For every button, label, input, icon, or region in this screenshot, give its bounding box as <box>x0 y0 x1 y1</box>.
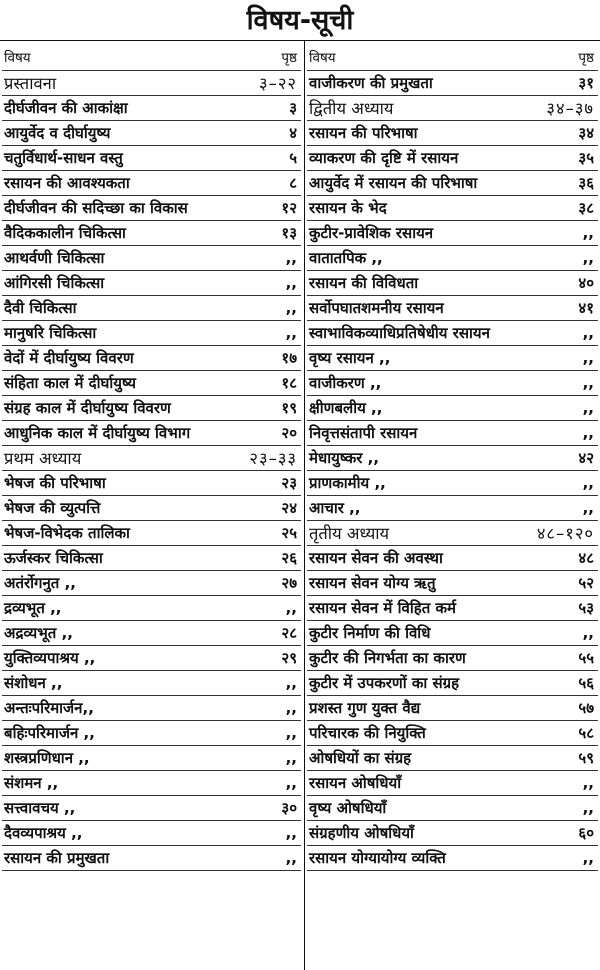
toc-entry-page: २० <box>281 424 297 442</box>
toc-entry-row <box>2 796 301 821</box>
row-rule <box>307 870 598 871</box>
toc-entry-page: ४८ <box>578 549 594 567</box>
toc-entry-row <box>2 696 301 721</box>
toc-entry-row <box>307 496 598 521</box>
toc-entry-title: आयुर्वेद में रसायन की परिभाषा <box>309 174 478 192</box>
toc-entry-page: ,, <box>582 624 594 642</box>
toc-entry-page: ,, <box>285 774 297 792</box>
toc-chapter-row <box>2 446 301 471</box>
toc-entry-row <box>2 271 301 296</box>
toc-entry-title: आचार ,, <box>309 499 361 517</box>
toc-entry-row <box>307 196 598 221</box>
toc-entry-page: ४८–१२० <box>536 524 594 543</box>
toc-entry-title: सर्वोपघातशमनीय रसायन <box>309 299 444 317</box>
toc-entry-page: १९ <box>281 399 297 417</box>
toc-entry-row <box>307 271 598 296</box>
toc-entry-page: २६ <box>281 549 297 567</box>
toc-entry-page: ४० <box>578 274 594 292</box>
toc-entry-row <box>307 396 598 421</box>
toc-entry-title: भेषज की परिभाषा <box>4 474 106 492</box>
toc-entry-page: २३ <box>281 474 297 492</box>
toc-entry-page: ,, <box>582 324 594 342</box>
toc-entry-row <box>2 771 301 796</box>
toc-entry-row <box>2 596 301 621</box>
toc-entry-row <box>307 546 598 571</box>
toc-entry-row <box>307 771 598 796</box>
toc-entry-title: आथर्वणी चिकित्सा <box>4 249 105 267</box>
toc-entry-title: रसायन के भेद <box>309 199 387 217</box>
toc-entry-page: ,, <box>285 324 297 342</box>
toc-entry-row <box>2 821 301 846</box>
toc-entry-title: अतंर्रोगनुत ,, <box>4 574 76 592</box>
toc-entry-title: वाजीकरण ,, <box>309 374 382 392</box>
toc-entry-row <box>307 346 598 371</box>
toc-entry-row <box>307 246 598 271</box>
toc-entry-page: ,, <box>285 699 297 717</box>
toc-entry-page: ६० <box>578 824 594 842</box>
toc-entry-page: ५५ <box>578 649 594 667</box>
toc-entry-page: ,, <box>285 249 297 267</box>
toc-entry-page: २९ <box>281 649 297 667</box>
toc-entry-title: वेदों में दीर्घायुष्य विवरण <box>4 349 134 367</box>
column-divider <box>304 40 305 970</box>
toc-right-column <box>307 46 598 970</box>
toc-entry-title: संग्रह काल में दीर्घायुष्य विवरण <box>4 399 171 417</box>
toc-entry-title: बहिःपरिमार्जन ,, <box>4 724 95 742</box>
toc-entry-row <box>307 71 598 96</box>
toc-entry-row <box>2 471 301 496</box>
toc-entry-page: २७ <box>281 574 297 592</box>
toc-chapter-row <box>2 71 301 96</box>
toc-chapter-row <box>307 521 598 546</box>
toc-entry-row <box>2 521 301 546</box>
toc-entry-title: वृष्य रसायन ,, <box>309 349 391 367</box>
toc-entry-page: ,, <box>285 274 297 292</box>
toc-entry-title: वैदिककालीन चिकित्सा <box>4 224 126 242</box>
toc-entry-page: ३८ <box>578 199 594 217</box>
toc-entry-row <box>2 546 301 571</box>
toc-entry-page: ,, <box>285 824 297 842</box>
toc-entry-title: क्षीणबलीय ,, <box>309 399 383 417</box>
toc-entry-title: रसायन की विविधता <box>309 274 419 292</box>
toc-entry-page: ,, <box>582 774 594 792</box>
toc-entry-row <box>307 621 598 646</box>
toc-entry-row <box>307 746 598 771</box>
toc-entry-page: ३४–३७ <box>546 99 594 118</box>
toc-entry-row <box>2 571 301 596</box>
toc-entry-title: प्रस्तावना <box>4 74 57 93</box>
toc-entry-title: वाजीकरण की प्रमुखता <box>309 74 433 92</box>
toc-entry-title: वातातपिक ,, <box>309 249 383 267</box>
toc-entry-title: दीर्घजीवन की आकांक्षा <box>4 99 128 117</box>
toc-entry-page: ,, <box>582 474 594 492</box>
toc-entry-page: ,, <box>582 799 594 817</box>
toc-entry-row <box>307 146 598 171</box>
toc-entry-title: कुटीर निर्माण की विधि <box>309 624 431 642</box>
toc-entry-row <box>307 571 598 596</box>
toc-entry-page: २४ <box>281 499 297 517</box>
toc-entry-title: दैवव्यपाश्रय ,, <box>4 824 83 842</box>
toc-entry-page: ,, <box>285 599 297 617</box>
toc-entry-page: ,, <box>582 249 594 267</box>
toc-entry-title: तृतीय अध्याय <box>309 524 390 543</box>
toc-entry-row <box>2 671 301 696</box>
toc-entry-row <box>307 171 598 196</box>
toc-entry-row <box>307 671 598 696</box>
toc-entry-title: आयुर्वेद व दीर्घायुष्य <box>4 124 111 142</box>
toc-entry-row <box>2 421 301 446</box>
toc-entry-row <box>307 471 598 496</box>
toc-entry-title: रसायन ओषधियाँ <box>309 774 402 792</box>
toc-entry-page: १७ <box>281 349 297 367</box>
toc-entry-page: ३ <box>289 99 297 117</box>
toc-entry-page: २३–३३ <box>249 449 297 468</box>
toc-entry-title: द्रव्यभूत ,, <box>4 599 62 617</box>
toc-entry-page: ,, <box>582 399 594 417</box>
toc-entry-row <box>2 246 301 271</box>
title-rule <box>0 40 600 41</box>
toc-entry-page: ,, <box>285 749 297 767</box>
column-header-page: पृष्ठ <box>578 50 594 66</box>
toc-entry-page: ,, <box>582 349 594 367</box>
toc-entry-title: रसायन की आवश्यकता <box>4 174 130 192</box>
toc-entry-row <box>307 846 598 871</box>
toc-entry-page: ,, <box>582 849 594 867</box>
toc-entry-title: रसायन की प्रमुखता <box>4 849 110 867</box>
row-rule <box>2 870 301 871</box>
toc-entry-page: ४ <box>289 124 297 142</box>
toc-entry-title: दैवी चिकित्सा <box>4 299 77 317</box>
toc-entry-row <box>2 721 301 746</box>
toc-entry-title: प्रथम अध्याय <box>4 449 82 468</box>
toc-entry-page: ,, <box>582 499 594 517</box>
toc-entry-row <box>307 421 598 446</box>
toc-entry-title: रसायन सेवन में विहित कर्म <box>309 599 456 617</box>
toc-entry-row <box>307 721 598 746</box>
toc-entry-row <box>2 296 301 321</box>
toc-entry-page: ,, <box>285 299 297 317</box>
toc-entry-row <box>2 371 301 396</box>
toc-entry-page: २५ <box>281 524 297 542</box>
toc-entry-row <box>2 396 301 421</box>
toc-entry-title: चतुर्विधार्थ-साधन वस्तु <box>4 149 123 167</box>
toc-entry-row <box>2 346 301 371</box>
toc-entry-title: निवृत्तसंतापी रसायन <box>309 424 418 442</box>
toc-entry-row <box>307 296 598 321</box>
toc-entry-row <box>307 321 598 346</box>
toc-entry-page: २८ <box>281 624 297 642</box>
toc-header-row <box>2 46 301 71</box>
toc-left-column <box>2 46 301 970</box>
toc-entry-row <box>307 121 598 146</box>
toc-entry-page: ३–२२ <box>259 74 297 93</box>
toc-entry-page: ८ <box>289 174 297 192</box>
toc-entry-page: ३५ <box>578 149 594 167</box>
toc-header-row <box>307 46 598 71</box>
toc-entry-title: रसायन की परिभाषा <box>309 124 418 142</box>
toc-entry-title: भेषज-विभेदक तालिका <box>4 524 130 542</box>
toc-entry-page: ,, <box>582 374 594 392</box>
toc-entry-title: द्वितीय अध्याय <box>309 99 394 118</box>
toc-entry-page: ५६ <box>578 674 594 692</box>
toc-entry-row <box>2 496 301 521</box>
toc-entry-page: ,, <box>582 224 594 242</box>
toc-entry-title: मानुषरि चिकित्सा <box>4 324 97 342</box>
toc-entry-title: संहिता काल में दीर्घायुष्य <box>4 374 136 392</box>
toc-entry-row <box>307 796 598 821</box>
toc-entry-row <box>2 321 301 346</box>
toc-entry-row <box>2 621 301 646</box>
toc-entry-title: आंगिरसी चिकित्सा <box>4 274 105 292</box>
toc-entry-page: ४१ <box>578 299 594 317</box>
toc-entry-page: ३६ <box>578 174 594 192</box>
column-header-subject: विषय <box>309 50 336 66</box>
toc-entry-title: संशमन ,, <box>4 774 59 792</box>
toc-entry-title: परिचारक की नियुक्ति <box>309 724 426 742</box>
toc-entry-page: ५ <box>289 149 297 167</box>
toc-entry-row <box>307 696 598 721</box>
toc-entry-row <box>307 446 598 471</box>
toc-entry-page: ३४ <box>578 124 594 142</box>
toc-entry-title: संशोधन ,, <box>4 674 63 692</box>
toc-entry-title: स्वाभाविकव्याधिप्रतिषेधीय रसायन <box>309 324 490 342</box>
column-header-subject: विषय <box>4 50 31 66</box>
toc-entry-title: युक्तिव्यपाश्रय ,, <box>4 649 96 667</box>
toc-entry-row <box>307 371 598 396</box>
toc-entry-row <box>2 121 301 146</box>
toc-entry-page: ,, <box>285 724 297 742</box>
toc-entry-title: रसायन योग्यायोग्य व्यक्ति <box>309 849 446 867</box>
toc-entry-title: रसायन सेवन योग्य ऋतु <box>309 574 436 592</box>
toc-entry-title: व्याकरण की दृष्टि में रसायन <box>309 149 459 167</box>
toc-entry-title: मेधायुष्कर ,, <box>309 449 380 467</box>
toc-entry-title: वृष्य ओषधियाँ <box>309 799 387 817</box>
toc-entry-title: शस्त्रप्रणिधान ,, <box>4 749 90 767</box>
toc-entry-page: ५७ <box>578 699 594 717</box>
toc-entry-page: १२ <box>281 199 297 217</box>
toc-entry-page: ५३ <box>578 599 594 617</box>
toc-entry-title: आधुनिक काल में दीर्घायुष्य विभाग <box>4 424 191 442</box>
toc-entry-row <box>307 821 598 846</box>
toc-entry-title: कुटीर की निगर्भता का कारण <box>309 649 466 667</box>
toc-entry-row <box>2 846 301 871</box>
toc-entry-title: कुटीर-प्रावेशिक रसायन <box>309 224 434 242</box>
toc-entry-row <box>2 646 301 671</box>
toc-entry-title: रसायन सेवन की अवस्था <box>309 549 443 567</box>
column-header-page: पृष्ठ <box>281 50 297 66</box>
toc-entry-page: ,, <box>582 424 594 442</box>
toc-entry-page: ३० <box>281 799 297 817</box>
toc-entry-title: प्राणकामीय ,, <box>309 474 386 492</box>
toc-entry-title: भेषज की व्युत्पत्ति <box>4 499 101 517</box>
toc-entry-title: कुटीर में उपकरणों का संग्रह <box>309 674 460 692</box>
toc-entry-page: ५८ <box>578 724 594 742</box>
toc-entry-row <box>2 746 301 771</box>
toc-entry-row <box>2 221 301 246</box>
toc-entry-row <box>307 221 598 246</box>
toc-entry-row <box>2 96 301 121</box>
toc-entry-title: सत्त्वावचय ,, <box>4 799 76 817</box>
toc-entry-row <box>2 146 301 171</box>
toc-entry-title: दीर्घजीवन की सदिच्छा का विकास <box>4 199 188 217</box>
toc-entry-title: ऊर्जस्कर चिकित्सा <box>4 549 103 567</box>
toc-entry-title: ओषधियों का संग्रह <box>309 749 412 767</box>
toc-entry-row <box>2 196 301 221</box>
toc-entry-page: ,, <box>285 674 297 692</box>
toc-entry-page: १३ <box>281 224 297 242</box>
toc-entry-page: ५९ <box>578 749 594 767</box>
toc-entry-page: ,, <box>285 849 297 867</box>
toc-entry-row <box>307 596 598 621</box>
toc-entry-title: अद्रव्यभूत ,, <box>4 624 73 642</box>
toc-chapter-row <box>307 96 598 121</box>
toc-entry-page: ५२ <box>578 574 594 592</box>
page-title: विषय-सूची <box>246 5 354 36</box>
toc-entry-row <box>307 646 598 671</box>
toc-entry-page: ४२ <box>578 449 594 467</box>
toc-entry-row <box>2 171 301 196</box>
toc-entry-title: संग्रहणीय ओषधियाँ <box>309 824 414 842</box>
toc-entry-page: १८ <box>281 374 297 392</box>
toc-entry-page: ३१ <box>578 74 594 92</box>
toc-entry-title: प्रशस्त गुण युक्त वैद्य <box>309 699 421 717</box>
toc-entry-title: अन्तःपरिमार्जन,, <box>4 699 94 717</box>
